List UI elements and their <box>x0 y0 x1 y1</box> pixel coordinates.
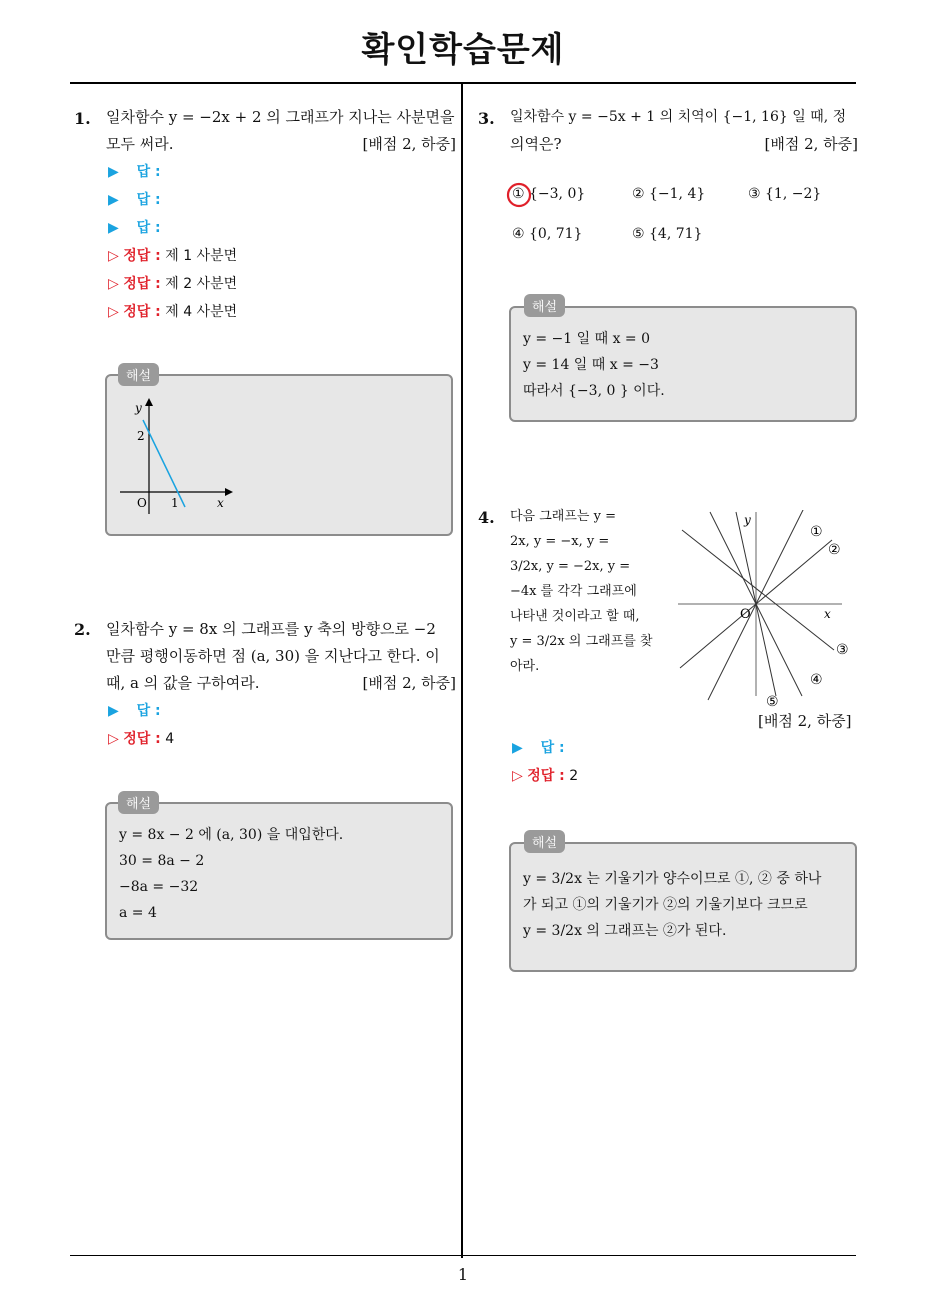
q3-choice-1[interactable]: ① {−3, 0} <box>512 186 586 202</box>
y-intercept-label: 2 <box>137 429 145 443</box>
q2-answer-label: 답 : <box>136 703 161 719</box>
q4-sol-3: y = 3/2x 의 그래프는 ②가 된다. <box>523 923 727 939</box>
q2-correct: 4 <box>165 731 175 747</box>
q4-line5: 나타낸 것이라고 할 때, <box>510 609 640 624</box>
graph-label-1: ① <box>810 524 823 540</box>
q2-answers <box>108 697 174 753</box>
y-axis-arrow-icon <box>145 398 153 406</box>
q3-solution-tag: 해설 <box>524 294 565 317</box>
origin-label: O <box>137 496 147 510</box>
q3-line2: 의역은? <box>510 135 562 153</box>
x-intercept-label: 1 <box>171 496 179 510</box>
q1-text <box>106 104 456 158</box>
q1-answer-label-2: 답 : <box>136 192 161 208</box>
q3-choice-5[interactable]: ⑤ {4, 71} <box>632 226 703 242</box>
q1-solution-box <box>105 374 453 536</box>
q4-solution-box <box>509 842 857 972</box>
q2-solution-box <box>105 802 453 940</box>
q2-sol-2: 30 = 8a − 2 <box>119 853 205 869</box>
x-axis-arrow-icon <box>225 488 233 496</box>
correct-triangle-icon: ▷ <box>512 768 523 784</box>
q4-sol-2: 가 되고 ①의 기울기가 ②의 기울기보다 크므로 <box>523 897 808 913</box>
q4-correct-label: 정답 : <box>527 768 565 784</box>
x-axis-label: x <box>824 607 831 621</box>
q3-sol-2: y = 14 일 때 x = −3 <box>523 357 659 373</box>
selected-answer-circle-icon <box>505 180 535 210</box>
graph-label-3: ③ <box>836 642 849 658</box>
x-axis-label: x <box>217 496 224 510</box>
q3-choice-3[interactable]: ③ {1, −2} <box>748 186 822 202</box>
q1-solution-graph <box>115 394 255 524</box>
footer-divider <box>70 1255 856 1256</box>
q2-text <box>106 616 456 697</box>
q1-correct-2: 제 2 사분면 <box>165 276 238 292</box>
correct-triangle-icon: ▷ <box>108 304 119 320</box>
q4-answer-label: 답 : <box>540 740 565 756</box>
q4-solution-tag: 해설 <box>524 830 565 853</box>
q2-points: [배점 2, 하중] <box>362 674 456 692</box>
graph-label-2: ② <box>828 542 841 558</box>
y-axis-label: y <box>135 401 142 415</box>
graph-line-3 <box>682 530 834 650</box>
q1-correct-label-1: 정답 : <box>123 248 161 264</box>
q1-answer-label-1: 답 : <box>136 164 161 180</box>
q4-line1: 다음 그래프는 y = <box>510 509 616 524</box>
q2-line2: 만큼 평행이동하면 점 (a, 30) 을 지난다고 한다. 이 <box>106 647 440 665</box>
page-number: 1 <box>457 1265 469 1284</box>
q1-answers <box>108 158 237 326</box>
graph-label-5: ⑤ <box>766 694 779 710</box>
graph-label-4: ④ <box>810 672 823 688</box>
title-divider <box>70 82 856 84</box>
q2-line1: 일차함수 y = 8x 의 그래프를 y 축의 방향으로 −2 <box>106 620 436 638</box>
q3-text <box>510 104 858 158</box>
q4-line2: 2x, y = −x, y = <box>510 534 610 549</box>
q1-number: 1. <box>74 109 91 128</box>
q1-correct-label-2: 정답 : <box>123 276 161 292</box>
q4-answers <box>512 734 578 790</box>
q1-solution-tag: 해설 <box>118 363 159 386</box>
answer-triangle-icon: ▶ <box>108 220 119 236</box>
q1-correct-3: 제 4 사분면 <box>165 304 238 320</box>
q4-line4: −4x 를 각각 그래프에 <box>510 584 637 599</box>
q4-number: 4. <box>478 508 495 527</box>
answer-triangle-icon: ▶ <box>512 740 523 756</box>
y-axis-label: y <box>744 513 751 527</box>
q4-points: [배점 2, 하중] <box>758 712 852 730</box>
q4-line3: 3/2x, y = −2x, y = <box>510 559 631 574</box>
q3-number: 3. <box>478 109 495 128</box>
q2-sol-4: a = 4 <box>119 905 157 921</box>
q3-sol-1: y = −1 일 때 x = 0 <box>523 331 651 347</box>
q3-choice-2[interactable]: ② {−1, 4} <box>632 186 706 202</box>
q3-sol-3: 따라서 {−3, 0 } 이다. <box>523 383 665 399</box>
correct-triangle-icon: ▷ <box>108 248 119 264</box>
q1-correct-1: 제 1 사분면 <box>165 248 238 264</box>
origin-label: O <box>740 607 751 622</box>
q3-choice-4[interactable]: ④ {0, 71} <box>512 226 583 242</box>
q1-correct-label-3: 정답 : <box>123 304 161 320</box>
q1-points: [배점 2, 하중] <box>362 135 456 153</box>
q1-line1: 일차함수 y = −2x + 2 의 그래프가 지나는 사분면을 <box>106 108 455 126</box>
q4-graph <box>674 510 860 710</box>
q3-points: [배점 2, 하중] <box>764 135 858 153</box>
q4-line7: 아라. <box>510 659 540 674</box>
column-divider <box>461 83 463 1258</box>
q2-correct-label: 정답 : <box>123 731 161 747</box>
q3-solution-box <box>509 306 857 422</box>
q2-sol-3: −8a = −32 <box>119 879 199 895</box>
q4-correct: 2 <box>569 768 579 784</box>
answer-triangle-icon: ▶ <box>108 192 119 208</box>
q2-number: 2. <box>74 620 91 639</box>
q2-solution-tag: 해설 <box>118 791 159 814</box>
q4-text <box>510 504 666 679</box>
correct-triangle-icon: ▷ <box>108 731 119 747</box>
answer-triangle-icon: ▶ <box>108 164 119 180</box>
q3-line1: 일차함수 y = −5x + 1 의 치역이 {−1, 16} 일 때, 정 <box>510 109 847 125</box>
answer-triangle-icon: ▶ <box>108 703 119 719</box>
q2-sol-1: y = 8x − 2 에 (a, 30) 을 대입한다. <box>119 827 344 843</box>
q4-sol-1: y = 3/2x 는 기울기가 양수이므로 ①, ② 중 하나 <box>523 871 822 887</box>
q2-line3: 때, a 의 값을 구하여라. <box>106 674 260 692</box>
page-title: 확인학습문제 <box>361 30 565 70</box>
correct-triangle-icon: ▷ <box>108 276 119 292</box>
q1-line2: 모두 써라. <box>106 135 174 153</box>
q1-answer-label-3: 답 : <box>136 220 161 236</box>
q4-line6: y = 3/2x 의 그래프를 찾 <box>510 634 653 649</box>
